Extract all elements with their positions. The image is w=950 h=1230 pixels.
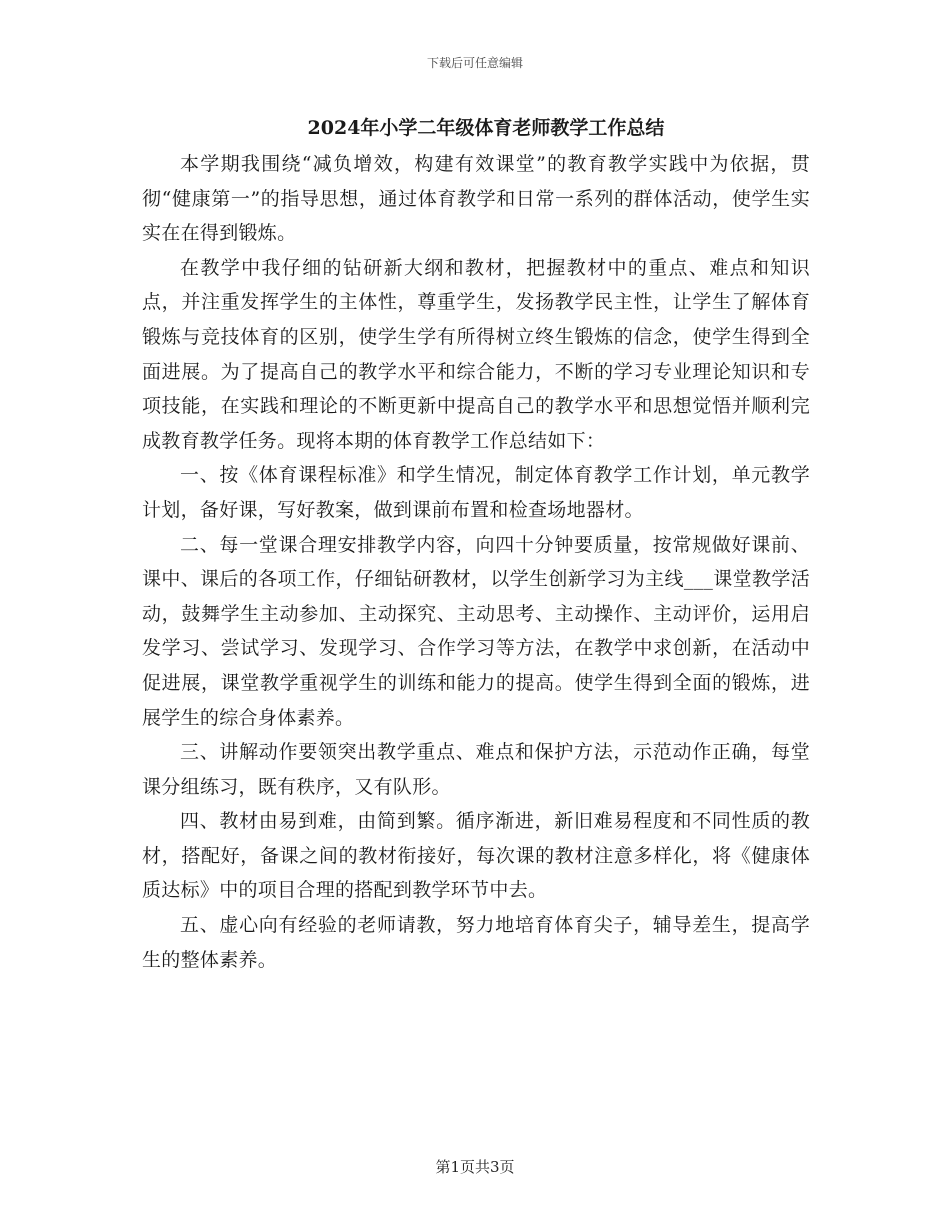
paragraph-item-4: 四、教材由易到难，由简到繁。循序渐进，新旧难易程度和不同性质的教材，搭配好，备课之间的教材衔接好，每次课的教材注意多样化，将《健康体质达标》中的项目合理的搭配到教学环节中去。 (142, 810, 810, 902)
paragraph-teaching: 在教学中我仔细的钻研新大纲和教材，把握教材中的重点、难点和知识点，并注重发挥学生的主体性，尊重学生，发扬教学民主性，让学生了解体育锻炼与竞技体育的区别，使学生学有所得树立终生锻炼的信念，使学生得到全面进展。为了提高自己的教学水平和综合能力，不断的学习专业理论知识和专项技能，在实践和理论的不断更新中提高自己的教学水平和思想觉悟并顺利完成教育教学任务。现将本期的体育教学工作总结如下： (142, 256, 810, 452)
paragraph-item-1: 一、按《体育课程标准》和学生情况，制定体育教学工作计划，单元教学计划，备好课，写好教案，做到课前布置和检查场地器材。 (142, 464, 810, 521)
paragraph-item-5: 五、虚心向有经验的老师请教，努力地培育体育尖子，辅导差生，提高学生的整体素养。 (142, 914, 810, 971)
page-indicator: 第1页共3页 (435, 1158, 515, 1176)
header-note: 下载后可任意编辑 (426, 56, 523, 70)
document-body (142, 114, 810, 977)
paragraph-item-2: 二、每一堂课合理安排教学内容，向四十分钟要质量，按常规做好课前、课中、课后的各项工作，仔细钻研教材，以学生创新学习为主线___课堂教学活动，鼓舞学生主动参加、主动探究、主动思考、主动操作、主动评价，运用启发学习、尝试学习、发现学习、合作学习等方法，在教学中求创新，在活动中促进展，课堂教学重视学生的训练和能力的提高。使学生得到全面的锻炼，进展学生的综合身体素养。 (142, 533, 810, 729)
paragraph-item-3: 三、讲解动作要领突出教学重点、难点和保护方法，示范动作正确，每堂课分组练习，既有秩序，又有队形。 (142, 741, 810, 798)
document-title: 2024年小学二年级体育老师教学工作总结 (307, 117, 665, 139)
paragraph-intro: 本学期我围绕“减负增效，构建有效课堂”的教育教学实践中为依据，贯彻“健康第一”的指导思想，通过体育教学和日常一系列的群体活动，使学生实实在在得到锻炼。 (142, 153, 810, 245)
